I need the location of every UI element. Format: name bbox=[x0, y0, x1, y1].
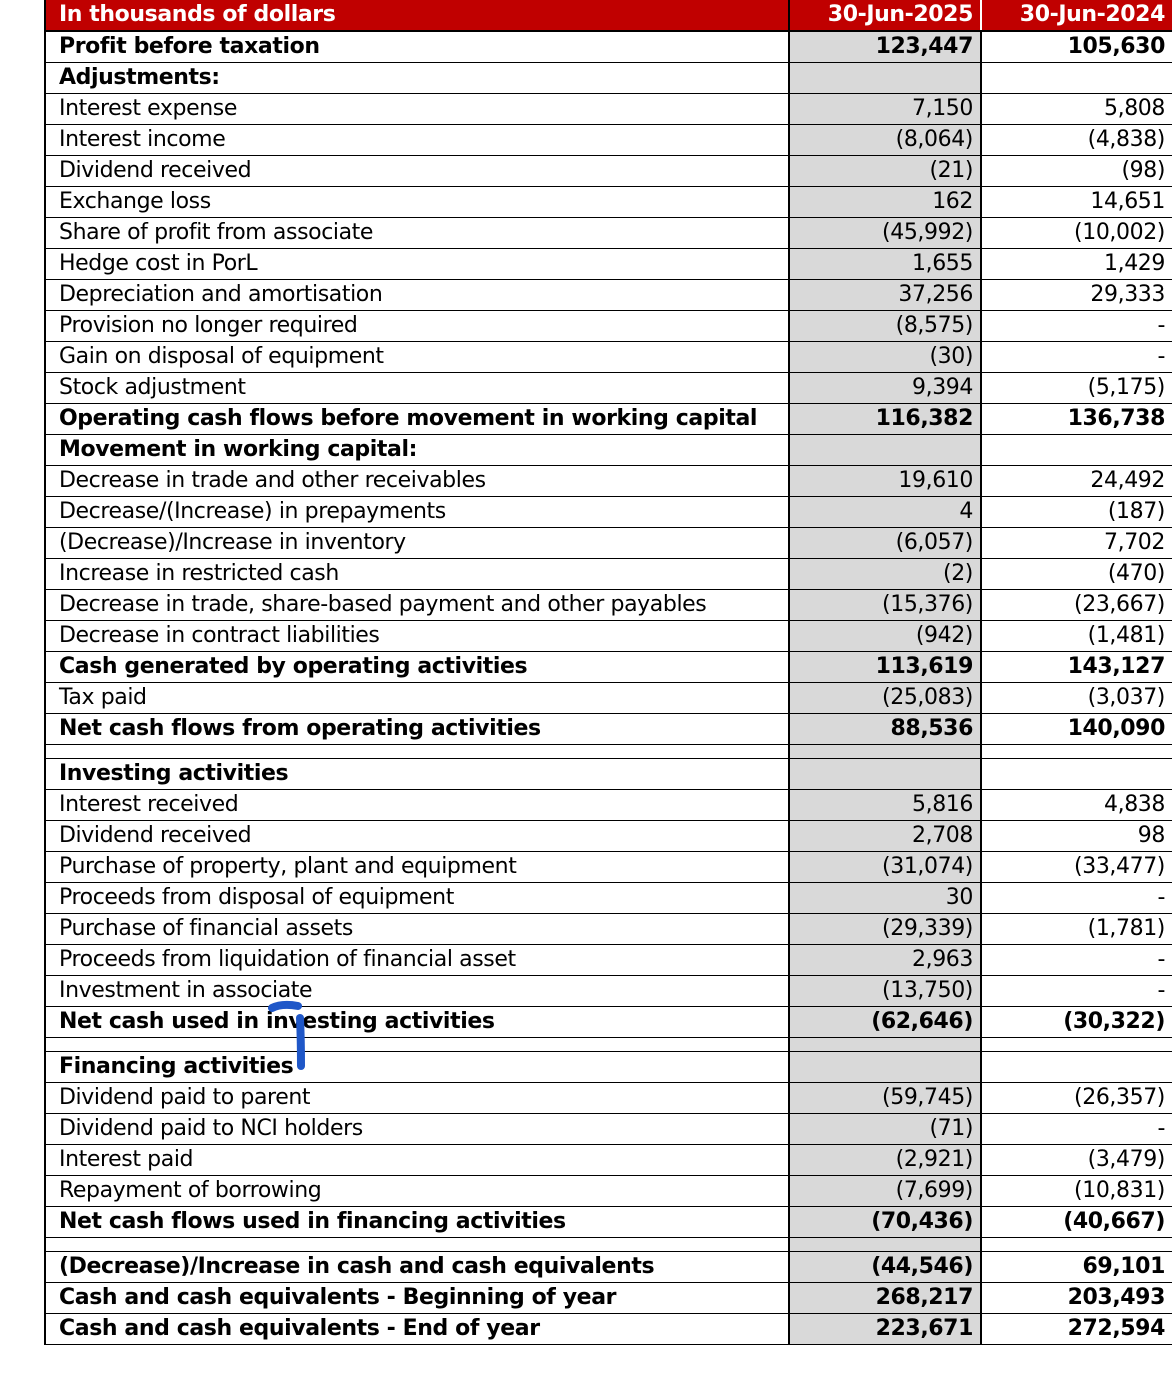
value-2024: 98 bbox=[981, 821, 1172, 852]
value-2025: (8,064) bbox=[789, 125, 981, 156]
table-row bbox=[45, 404, 1172, 435]
value-2025: (942) bbox=[789, 621, 981, 652]
row-label: Provision no longer required bbox=[45, 311, 789, 342]
table-row bbox=[45, 714, 1172, 745]
value-2024: (1,481) bbox=[981, 621, 1172, 652]
value-2025: 30 bbox=[789, 883, 981, 914]
value-2024: (3,037) bbox=[981, 683, 1172, 714]
header-2024: 30-Jun-2024 bbox=[981, 0, 1172, 31]
row-label: Exchange loss bbox=[45, 187, 789, 218]
value-2025: (31,074) bbox=[789, 852, 981, 883]
table-row bbox=[45, 1252, 1172, 1283]
spacer-cell bbox=[45, 1238, 789, 1252]
row-label: Cash and cash equivalents - End of year bbox=[45, 1314, 789, 1345]
value-2025: 9,394 bbox=[789, 373, 981, 404]
row-label: Dividend paid to NCI holders bbox=[45, 1114, 789, 1145]
table-row bbox=[45, 187, 1172, 218]
cash-flow-table bbox=[44, 0, 1172, 1345]
table-row bbox=[45, 218, 1172, 249]
row-label: Increase in restricted cash bbox=[45, 559, 789, 590]
row-label: Hedge cost in PorL bbox=[45, 249, 789, 280]
table-row bbox=[45, 1083, 1172, 1114]
row-label: Decrease in trade and other receivables bbox=[45, 466, 789, 497]
value-2024: (10,831) bbox=[981, 1176, 1172, 1207]
value-2024: 14,651 bbox=[981, 187, 1172, 218]
row-label: Purchase of property, plant and equipment bbox=[45, 852, 789, 883]
value-2025: (44,546) bbox=[789, 1252, 981, 1283]
value-2024: 69,101 bbox=[981, 1252, 1172, 1283]
row-label: (Decrease)/Increase in inventory bbox=[45, 528, 789, 559]
value-2024: - bbox=[981, 883, 1172, 914]
header-2025: 30-Jun-2025 bbox=[789, 0, 981, 31]
table-row bbox=[45, 528, 1172, 559]
spacer-cell bbox=[981, 1038, 1172, 1052]
table-row bbox=[45, 790, 1172, 821]
value-2024: 140,090 bbox=[981, 714, 1172, 745]
value-2024: - bbox=[981, 1114, 1172, 1145]
value-2025: 7,150 bbox=[789, 94, 981, 125]
table-row bbox=[45, 249, 1172, 280]
table-row bbox=[45, 1145, 1172, 1176]
value-2024: 5,808 bbox=[981, 94, 1172, 125]
value-2024 bbox=[981, 759, 1172, 790]
row-label: Operating cash flows before movement in working capital bbox=[45, 404, 789, 435]
table-row bbox=[45, 1114, 1172, 1145]
table-row bbox=[45, 373, 1172, 404]
table-row bbox=[45, 652, 1172, 683]
row-label: Tax paid bbox=[45, 683, 789, 714]
value-2024: 136,738 bbox=[981, 404, 1172, 435]
spacer-row bbox=[45, 1238, 1172, 1252]
value-2025: (59,745) bbox=[789, 1083, 981, 1114]
table-row bbox=[45, 156, 1172, 187]
value-2025: 116,382 bbox=[789, 404, 981, 435]
table-row bbox=[45, 590, 1172, 621]
value-2024: 272,594 bbox=[981, 1314, 1172, 1345]
value-2024: 143,127 bbox=[981, 652, 1172, 683]
row-label: Movement in working capital: bbox=[45, 435, 789, 466]
table-row bbox=[45, 559, 1172, 590]
row-label: Cash and cash equivalents - Beginning of year bbox=[45, 1283, 789, 1314]
value-2024: 1,429 bbox=[981, 249, 1172, 280]
spacer-cell bbox=[789, 745, 981, 759]
table-row bbox=[45, 1207, 1172, 1238]
row-label: Repayment of borrowing bbox=[45, 1176, 789, 1207]
row-label: Proceeds from liquidation of financial asset bbox=[45, 945, 789, 976]
value-2024 bbox=[981, 63, 1172, 94]
value-2025: (2,921) bbox=[789, 1145, 981, 1176]
value-2024: (23,667) bbox=[981, 590, 1172, 621]
value-2024: 203,493 bbox=[981, 1283, 1172, 1314]
row-label: Decrease in contract liabilities bbox=[45, 621, 789, 652]
value-2025: (45,992) bbox=[789, 218, 981, 249]
table-row bbox=[45, 914, 1172, 945]
row-label: Interest received bbox=[45, 790, 789, 821]
value-2025: (70,436) bbox=[789, 1207, 981, 1238]
value-2025 bbox=[789, 63, 981, 94]
spacer-row bbox=[45, 745, 1172, 759]
value-2025: 19,610 bbox=[789, 466, 981, 497]
table-row bbox=[45, 821, 1172, 852]
value-2024: 24,492 bbox=[981, 466, 1172, 497]
value-2024 bbox=[981, 435, 1172, 466]
value-2025: (13,750) bbox=[789, 976, 981, 1007]
value-2025: (25,083) bbox=[789, 683, 981, 714]
value-2025: 2,963 bbox=[789, 945, 981, 976]
table-row bbox=[45, 435, 1172, 466]
table-row bbox=[45, 280, 1172, 311]
table-row bbox=[45, 31, 1172, 63]
spacer-cell bbox=[45, 745, 789, 759]
table-row bbox=[45, 852, 1172, 883]
value-2024: (40,667) bbox=[981, 1207, 1172, 1238]
value-2025: (30) bbox=[789, 342, 981, 373]
spacer-cell bbox=[981, 1238, 1172, 1252]
table-row bbox=[45, 945, 1172, 976]
value-2024: - bbox=[981, 342, 1172, 373]
value-2025: 5,816 bbox=[789, 790, 981, 821]
row-label: Interest expense bbox=[45, 94, 789, 125]
value-2025: 1,655 bbox=[789, 249, 981, 280]
value-2024: (10,002) bbox=[981, 218, 1172, 249]
row-label: Dividend paid to parent bbox=[45, 1083, 789, 1114]
table-row bbox=[45, 621, 1172, 652]
value-2024: (3,479) bbox=[981, 1145, 1172, 1176]
value-2024: (1,781) bbox=[981, 914, 1172, 945]
row-label: Proceeds from disposal of equipment bbox=[45, 883, 789, 914]
value-2025: 268,217 bbox=[789, 1283, 981, 1314]
table-row bbox=[45, 311, 1172, 342]
value-2024: 7,702 bbox=[981, 528, 1172, 559]
row-label: Gain on disposal of equipment bbox=[45, 342, 789, 373]
value-2024: (4,838) bbox=[981, 125, 1172, 156]
value-2024: (33,477) bbox=[981, 852, 1172, 883]
value-2024 bbox=[981, 1052, 1172, 1083]
value-2024: (470) bbox=[981, 559, 1172, 590]
row-label: (Decrease)/Increase in cash and cash equivalents bbox=[45, 1252, 789, 1283]
value-2025 bbox=[789, 1052, 981, 1083]
row-label: Decrease in trade, share-based payment and other payables bbox=[45, 590, 789, 621]
table-row bbox=[45, 759, 1172, 790]
row-label: Decrease/(Increase) in prepayments bbox=[45, 497, 789, 528]
spacer-cell bbox=[981, 745, 1172, 759]
row-label: Stock adjustment bbox=[45, 373, 789, 404]
row-label: Purchase of financial assets bbox=[45, 914, 789, 945]
table-row bbox=[45, 497, 1172, 528]
value-2025 bbox=[789, 759, 981, 790]
spacer-cell bbox=[789, 1038, 981, 1052]
value-2024: (30,322) bbox=[981, 1007, 1172, 1038]
value-2024: (98) bbox=[981, 156, 1172, 187]
table-row bbox=[45, 883, 1172, 914]
value-2024: - bbox=[981, 945, 1172, 976]
table-row bbox=[45, 1052, 1172, 1083]
table-row bbox=[45, 976, 1172, 1007]
row-label: Dividend received bbox=[45, 821, 789, 852]
row-label: Adjustments: bbox=[45, 63, 789, 94]
value-2025: 88,536 bbox=[789, 714, 981, 745]
row-label: Financing activities bbox=[45, 1052, 789, 1083]
table-row bbox=[45, 1283, 1172, 1314]
value-2025: 2,708 bbox=[789, 821, 981, 852]
spacer-row bbox=[45, 1038, 1172, 1052]
value-2025: 123,447 bbox=[789, 31, 981, 63]
value-2024: (5,175) bbox=[981, 373, 1172, 404]
table-row bbox=[45, 1314, 1172, 1345]
value-2025: (8,575) bbox=[789, 311, 981, 342]
value-2024: 4,838 bbox=[981, 790, 1172, 821]
table-row bbox=[45, 683, 1172, 714]
row-label: Cash generated by operating activities bbox=[45, 652, 789, 683]
value-2025: (62,646) bbox=[789, 1007, 981, 1038]
row-label: Net cash flows used in financing activities bbox=[45, 1207, 789, 1238]
value-2024: 105,630 bbox=[981, 31, 1172, 63]
value-2025: (6,057) bbox=[789, 528, 981, 559]
value-2024: (187) bbox=[981, 497, 1172, 528]
table-row bbox=[45, 125, 1172, 156]
row-label: Investment in associate bbox=[45, 976, 789, 1007]
value-2024: 29,333 bbox=[981, 280, 1172, 311]
row-label: Interest paid bbox=[45, 1145, 789, 1176]
table-row bbox=[45, 342, 1172, 373]
value-2025: (2) bbox=[789, 559, 981, 590]
table-row bbox=[45, 466, 1172, 497]
value-2024: - bbox=[981, 976, 1172, 1007]
table-header-row bbox=[45, 0, 1172, 31]
value-2025: 223,671 bbox=[789, 1314, 981, 1345]
table-row bbox=[45, 1176, 1172, 1207]
row-label: Profit before taxation bbox=[45, 31, 789, 63]
value-2025: 113,619 bbox=[789, 652, 981, 683]
row-label: Depreciation and amortisation bbox=[45, 280, 789, 311]
value-2025: (7,699) bbox=[789, 1176, 981, 1207]
row-label: Dividend received bbox=[45, 156, 789, 187]
header-label: In thousands of dollars bbox=[45, 0, 789, 31]
value-2025: (29,339) bbox=[789, 914, 981, 945]
row-label: Net cash flows from operating activities bbox=[45, 714, 789, 745]
value-2025: (21) bbox=[789, 156, 981, 187]
value-2025: (71) bbox=[789, 1114, 981, 1145]
spacer-cell bbox=[45, 1038, 789, 1052]
value-2025: (15,376) bbox=[789, 590, 981, 621]
value-2025 bbox=[789, 435, 981, 466]
row-label: Net cash used in investing activities bbox=[45, 1007, 789, 1038]
value-2024: (26,357) bbox=[981, 1083, 1172, 1114]
table-row bbox=[45, 94, 1172, 125]
row-label: Share of profit from associate bbox=[45, 218, 789, 249]
row-label: Investing activities bbox=[45, 759, 789, 790]
spacer-cell bbox=[789, 1238, 981, 1252]
value-2025: 4 bbox=[789, 497, 981, 528]
table-row bbox=[45, 1007, 1172, 1038]
value-2025: 37,256 bbox=[789, 280, 981, 311]
value-2025: 162 bbox=[789, 187, 981, 218]
table-row bbox=[45, 63, 1172, 94]
value-2024: - bbox=[981, 311, 1172, 342]
row-label: Interest income bbox=[45, 125, 789, 156]
